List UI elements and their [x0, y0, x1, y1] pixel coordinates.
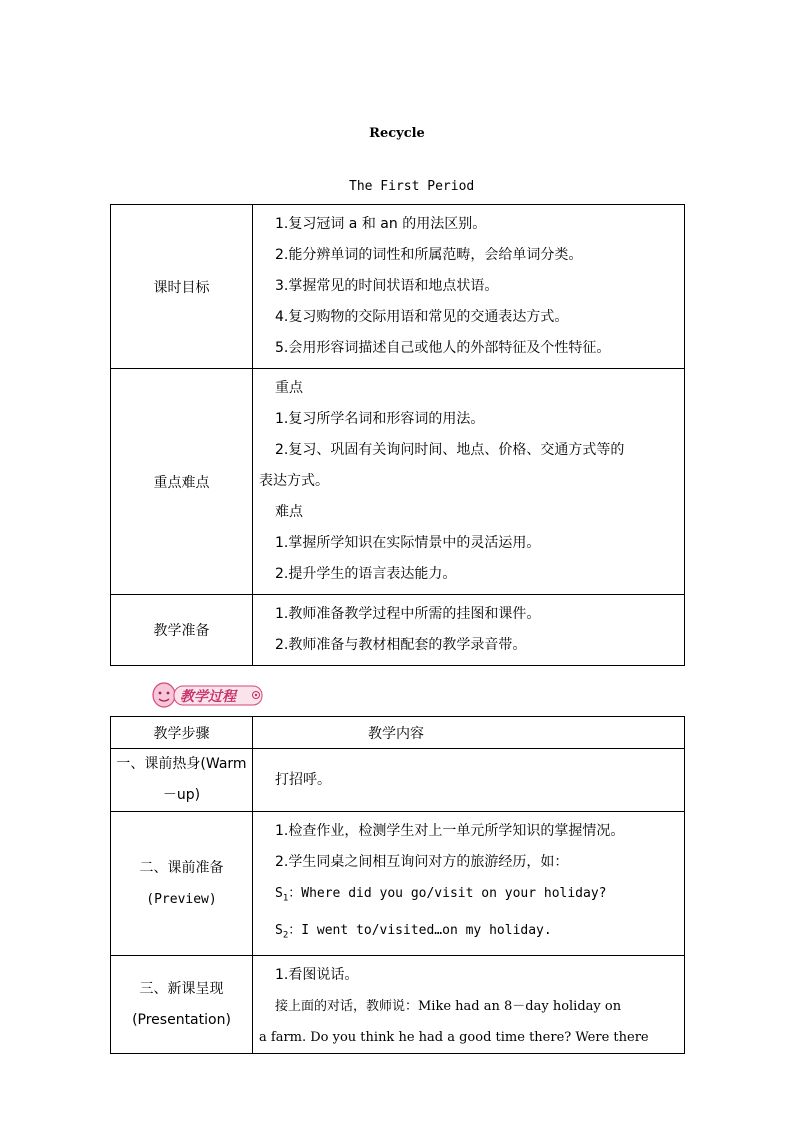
warmup-content: [253, 749, 685, 812]
list-item: 3.掌握常见的时间状语和地点状语。: [275, 278, 499, 294]
presentation-content: [253, 956, 685, 1054]
list-item: 重点: [275, 380, 303, 396]
list-item: 2.复习、巩固有关询问时间、地点、价格、交通方式等的: [275, 442, 625, 458]
list-item: 1.教师准备教学过程中所需的挂图和课件。: [275, 606, 541, 622]
dialogue-line-s1: $S_1$：Where did you go/visit on your holiday?: [275, 886, 607, 904]
table-row: [111, 595, 685, 666]
document-subtitle: The First Period: [349, 179, 475, 194]
list-item: 1.看图说话。: [275, 967, 359, 984]
row-label-key-points: 重点难点: [111, 369, 253, 595]
list-item: 5.会用形容词描述自己或他人的外部特征及个性特征。: [275, 340, 611, 356]
table-row: [111, 369, 685, 595]
header-step: 教学步骤: [111, 717, 253, 749]
preparation-content: [253, 595, 685, 666]
table-header-row: [111, 717, 685, 749]
step-warmup: 一、课前热身(Warm －up): [111, 749, 253, 812]
key-points-content: [253, 369, 685, 595]
step-preview: 二、课前准备 (Preview): [111, 812, 253, 956]
list-item: 难点: [275, 504, 303, 520]
row-label-preparation: 教学准备: [111, 595, 253, 666]
list-item: 1.掌握所学知识在实际情景中的灵活运用。: [275, 535, 541, 551]
preview-content: [253, 812, 685, 956]
row-label-objectives: 课时目标: [111, 205, 253, 369]
list-item: 2.提升学生的语言表达能力。: [275, 566, 457, 582]
table-row: [111, 956, 685, 1054]
list-item: 表达方式。: [259, 473, 329, 489]
list-item: 4.复习购物的交际用语和常见的交通表达方式。: [275, 309, 569, 325]
cartoon-face-icon: [153, 683, 175, 707]
teaching-process-table: [110, 716, 685, 1054]
teaching-process-banner: [150, 680, 270, 710]
dialogue-line-s2: $S_2$：I went to/visited…on my holiday.: [275, 922, 552, 941]
lesson-plan-table: [110, 204, 685, 666]
list-item: 2.教师准备与教材相配套的教学录音带。: [275, 637, 527, 653]
document-title: Recycle: [369, 126, 425, 141]
list-item: 接上面的对话，教师说：Mike had an 8－day holiday on: [275, 999, 622, 1015]
list-item: a farm. Do you think he had a good time there? Were there: [259, 1030, 649, 1046]
list-item: 1.检查作业，检测学生对上一单元所学知识的掌握情况。: [275, 823, 625, 839]
list-item: 2.能分辨单词的词性和所属范畴，会给单词分类。: [275, 247, 583, 263]
list-item: 2.学生同桌之间相互询问对方的旅游经历，如：: [275, 854, 569, 870]
header-content: 教学内容: [253, 717, 685, 749]
banner-label: 教学过程: [180, 689, 236, 705]
table-row: [111, 812, 685, 956]
list-item: 打招呼。: [275, 771, 331, 788]
list-item: 1.复习冠词 a 和 an 的用法区别。: [275, 216, 487, 232]
table-row: [111, 205, 685, 369]
list-item: 1.复习所学名词和形容词的用法。: [275, 411, 485, 427]
objectives-content: [253, 205, 685, 369]
step-presentation: 三、新课呈现 (Presentation): [111, 956, 253, 1054]
table-row: [111, 749, 685, 812]
